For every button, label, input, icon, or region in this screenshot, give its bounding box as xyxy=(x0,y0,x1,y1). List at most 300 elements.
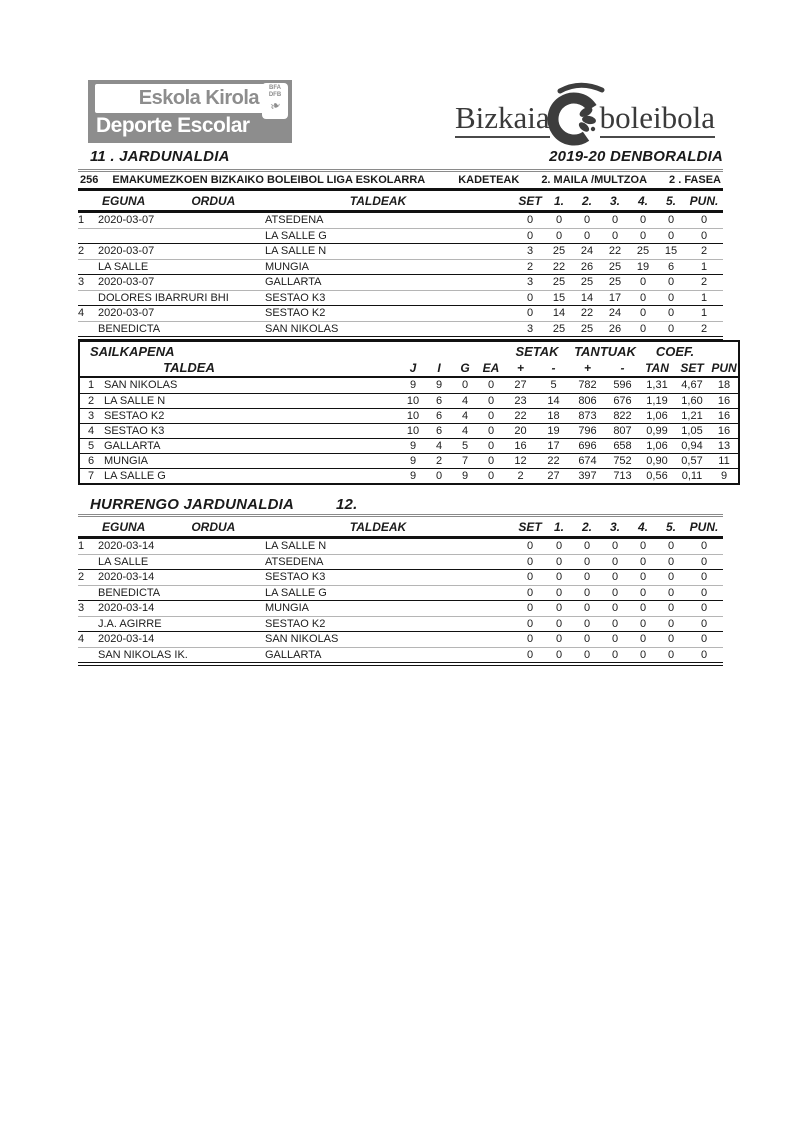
results-section xyxy=(78,169,723,340)
match-number: 1 xyxy=(78,540,85,552)
set-total: 0 xyxy=(526,602,534,614)
lost-count: 4 xyxy=(461,395,469,407)
match-row xyxy=(78,244,723,259)
standings-row xyxy=(80,438,738,453)
points-for-header: + xyxy=(583,361,591,375)
sets-for: 27 xyxy=(514,379,527,391)
won-count: 6 xyxy=(435,425,443,437)
set5-score: 0 xyxy=(667,230,675,242)
team-name: GALLARTA xyxy=(104,440,161,452)
set5-score: 0 xyxy=(667,649,675,661)
set2-score: 0 xyxy=(583,230,591,242)
match-points: 2 xyxy=(700,323,708,335)
league-points: 16 xyxy=(717,410,731,422)
standings-row xyxy=(80,468,738,483)
set-total: 0 xyxy=(526,649,534,661)
match-date: 2020-03-07 xyxy=(98,307,155,319)
set-coef: 1,60 xyxy=(681,395,703,407)
league-points: 16 xyxy=(717,425,731,437)
match-points: 0 xyxy=(700,649,708,661)
set1-score: 0 xyxy=(555,540,563,552)
next-matchday-section xyxy=(78,514,723,666)
set3-score: 26 xyxy=(608,323,622,335)
set3-score: 25 xyxy=(608,261,622,273)
set1-score: 0 xyxy=(555,214,563,226)
date-time-header-group xyxy=(78,194,265,208)
set-total: 3 xyxy=(526,323,534,335)
sets-for: 23 xyxy=(514,395,527,407)
next-matchday-title: HURRENGO JARDUNALDIA xyxy=(90,496,295,513)
eskola-kirola-box xyxy=(95,84,265,113)
match-points: 0 xyxy=(700,618,708,630)
match-number: 1 xyxy=(78,214,85,226)
taldeak-header: TALDEAK xyxy=(349,194,407,208)
match-row xyxy=(78,228,723,243)
set3-score: 22 xyxy=(608,245,622,257)
match-number: 4 xyxy=(78,633,85,645)
eguna-header: EGUNA xyxy=(102,520,146,534)
match-row xyxy=(78,259,723,274)
played-header: J xyxy=(409,361,417,375)
set1-score: 0 xyxy=(555,571,563,583)
set-coef: 0,11 xyxy=(681,470,703,482)
set-total: 0 xyxy=(526,214,534,226)
match-number-spacer xyxy=(78,260,98,274)
bizkaia-boleibola-logo xyxy=(440,84,730,154)
match-venue: BENEDICTA xyxy=(98,323,161,335)
set5-score: 0 xyxy=(667,618,675,630)
match-row xyxy=(78,275,723,290)
league-code: 256 xyxy=(80,174,99,186)
match-number-spacer xyxy=(78,617,98,631)
set-coef: 1,05 xyxy=(681,425,703,437)
set-total: 0 xyxy=(526,571,534,583)
set4-score: 0 xyxy=(639,292,647,304)
tan-coef: 0,99 xyxy=(646,425,668,437)
set3-score: 0 xyxy=(611,571,619,583)
set3-score: 0 xyxy=(611,230,619,242)
date-time-header-group xyxy=(78,520,265,534)
set5-header: 5. xyxy=(665,520,676,534)
set1-score: 0 xyxy=(555,633,563,645)
standings-row xyxy=(80,423,738,438)
set2-score: 0 xyxy=(583,633,591,645)
set5-score: 6 xyxy=(667,261,675,273)
won-count: 0 xyxy=(435,470,443,482)
set-coef: 0,94 xyxy=(681,440,703,452)
tan-coef: 0,90 xyxy=(646,455,668,467)
match-number: 3 xyxy=(78,276,85,288)
set3-score: 0 xyxy=(611,602,619,614)
set2-score: 0 xyxy=(583,587,591,599)
sets-against: 19 xyxy=(547,425,560,437)
match-row xyxy=(78,321,723,336)
set2-score: 0 xyxy=(583,602,591,614)
lost-count: 0 xyxy=(461,379,469,391)
points-against-header: - xyxy=(620,361,625,375)
league-bar xyxy=(78,172,723,188)
match-points: 0 xyxy=(700,633,708,645)
set3-score: 25 xyxy=(608,276,622,288)
match-date: 2020-03-07 xyxy=(98,276,155,288)
titles-row xyxy=(78,148,723,165)
played-count: 9 xyxy=(409,455,417,467)
set4-score: 0 xyxy=(639,214,647,226)
ea-count: 0 xyxy=(487,395,495,407)
played-count: 10 xyxy=(406,425,420,437)
set-total: 0 xyxy=(526,307,534,319)
set-coef: 4,67 xyxy=(681,379,703,391)
set2-score: 25 xyxy=(580,323,594,335)
match-pair xyxy=(78,632,723,662)
home-team-name: SAN NIKOLAS xyxy=(265,633,339,645)
points-against: 822 xyxy=(613,410,632,422)
set1-score: 0 xyxy=(555,618,563,630)
points-for: 397 xyxy=(578,470,597,482)
team-cell xyxy=(80,378,400,393)
match-row xyxy=(78,306,723,321)
home-team-name: LA SALLE N xyxy=(265,540,327,552)
team-cell xyxy=(80,439,400,453)
set4-score: 25 xyxy=(636,245,650,257)
badge-dfb-label: DFB xyxy=(268,92,282,98)
match-row xyxy=(78,539,723,554)
played-count: 9 xyxy=(409,440,417,452)
set4-score: 0 xyxy=(639,587,647,599)
played-count: 10 xyxy=(406,410,420,422)
set-total: 0 xyxy=(526,292,534,304)
match-points: 0 xyxy=(700,571,708,583)
set5-score: 0 xyxy=(667,540,675,552)
match-venue: BENEDICTA xyxy=(98,587,161,599)
sets-against: 17 xyxy=(547,440,560,452)
away-team-name: MUNGIA xyxy=(265,261,309,273)
match-pair xyxy=(78,601,723,632)
team-name: LA SALLE N xyxy=(104,395,166,407)
set-total: 0 xyxy=(526,540,534,552)
match-row xyxy=(78,290,723,305)
set1-score: 0 xyxy=(555,649,563,661)
match-pair xyxy=(78,275,723,306)
match-number-spacer xyxy=(78,229,98,243)
set1-score: 0 xyxy=(555,587,563,599)
standings-row xyxy=(80,453,738,468)
tantuak-group-header: TANTUAK xyxy=(574,344,636,359)
set-coef-header: SET xyxy=(680,361,704,375)
boleibola-label: boleibola xyxy=(600,101,715,138)
away-team-name: SAN NIKOLAS xyxy=(265,323,339,335)
set2-score: 25 xyxy=(580,276,594,288)
set-total: 0 xyxy=(526,230,534,242)
set5-score: 0 xyxy=(667,323,675,335)
set5-score: 15 xyxy=(664,245,678,257)
sets-for-header: + xyxy=(516,361,524,375)
set4-score: 0 xyxy=(639,571,647,583)
set2-score: 0 xyxy=(583,214,591,226)
set5-score: 0 xyxy=(667,602,675,614)
taldea-header: TALDEA xyxy=(163,360,215,375)
lost-count: 5 xyxy=(461,440,469,452)
pun-header: PUN. xyxy=(689,520,719,534)
set1-header: 1. xyxy=(553,520,564,534)
home-team-name: MUNGIA xyxy=(265,602,309,614)
sets-against: 22 xyxy=(547,455,560,467)
tan-coef: 1,06 xyxy=(646,410,668,422)
set5-header: 5. xyxy=(665,194,676,208)
set4-score: 0 xyxy=(639,540,647,552)
match-number-spacer xyxy=(78,586,98,600)
rank-number: 6 xyxy=(88,455,95,467)
set1-score: 22 xyxy=(552,261,566,273)
set5-score: 0 xyxy=(667,556,675,568)
match-row xyxy=(78,585,723,600)
tan-coef: 1,06 xyxy=(646,440,668,452)
team-name: LA SALLE G xyxy=(104,470,166,482)
match-pair xyxy=(78,570,723,601)
sets-against: 18 xyxy=(547,410,560,422)
rank-number: 5 xyxy=(88,440,95,452)
set1-score: 15 xyxy=(552,292,566,304)
away-team-name: GALLARTA xyxy=(265,649,322,661)
set4-score: 0 xyxy=(639,323,647,335)
set3-score: 24 xyxy=(608,307,622,319)
standings-row xyxy=(80,378,738,393)
points-against: 596 xyxy=(613,379,632,391)
points-against: 807 xyxy=(613,425,632,437)
ordua-header: ORDUA xyxy=(191,194,236,208)
rank-number: 4 xyxy=(88,425,95,437)
bfa-dfb-badge xyxy=(262,83,288,119)
team-cell xyxy=(80,424,400,438)
ordua-header: ORDUA xyxy=(191,520,236,534)
team-cell xyxy=(80,409,400,423)
set4-score: 0 xyxy=(639,649,647,661)
set3-header: 3. xyxy=(609,520,620,534)
ea-count: 0 xyxy=(487,410,495,422)
match-row xyxy=(78,616,723,631)
set1-score: 0 xyxy=(555,602,563,614)
match-venue: J.A. AGIRRE xyxy=(98,618,162,630)
ea-count: 0 xyxy=(487,455,495,467)
set-total: 3 xyxy=(526,245,534,257)
set2-score: 0 xyxy=(583,618,591,630)
match-pair xyxy=(78,539,723,570)
points-for: 674 xyxy=(578,455,597,467)
set2-score: 0 xyxy=(583,649,591,661)
home-team-name: ATSEDENA xyxy=(265,214,324,226)
set5-score: 0 xyxy=(667,292,675,304)
league-phase: 2 . FASEA xyxy=(669,174,721,186)
lost-count: 9 xyxy=(461,470,469,482)
set-total: 0 xyxy=(526,556,534,568)
standings-rows xyxy=(80,378,738,483)
won-count: 6 xyxy=(435,395,443,407)
match-venue: DOLORES IBARRURI BHI xyxy=(98,292,229,304)
standings-table xyxy=(78,340,740,485)
match-number: 3 xyxy=(78,602,85,614)
taldeak-header: TALDEAK xyxy=(349,520,407,534)
match-row xyxy=(78,647,723,662)
played-count: 10 xyxy=(406,395,420,407)
match-number: 2 xyxy=(78,571,85,583)
set3-score: 17 xyxy=(608,292,622,304)
ea-count: 0 xyxy=(487,440,495,452)
match-number-spacer xyxy=(78,322,98,336)
won-count: 6 xyxy=(435,410,443,422)
home-team-name: GALLARTA xyxy=(265,276,322,288)
team-name: MUNGIA xyxy=(104,455,148,467)
match-points: 0 xyxy=(700,587,708,599)
season-title: 2019-20 DENBORALDIA xyxy=(549,148,723,165)
match-points: 0 xyxy=(700,540,708,552)
badge-bfa-label: BFA xyxy=(269,85,281,91)
ea-count: 0 xyxy=(487,379,495,391)
set1-score: 25 xyxy=(552,323,566,335)
set-header: SET xyxy=(518,194,542,208)
played-count: 9 xyxy=(409,470,417,482)
points-for: 806 xyxy=(578,395,597,407)
league-points: 13 xyxy=(717,440,731,452)
sets-against: 14 xyxy=(547,395,560,407)
match-row xyxy=(78,570,723,585)
won-count: 9 xyxy=(435,379,443,391)
results-table-header xyxy=(78,191,723,210)
team-cell xyxy=(80,394,400,408)
league-points: 11 xyxy=(718,455,730,467)
set5-score: 0 xyxy=(667,276,675,288)
points-against: 676 xyxy=(613,395,632,407)
tan-coef: 1,31 xyxy=(646,379,668,391)
set1-score: 25 xyxy=(552,276,566,288)
set3-score: 0 xyxy=(611,214,619,226)
deporte-escolar-label: Deporte Escolar xyxy=(96,114,250,137)
match-pair xyxy=(78,306,723,336)
points-header: PUN xyxy=(711,361,737,375)
sets-for: 20 xyxy=(514,425,527,437)
match-date: 2020-03-07 xyxy=(98,245,155,257)
standings-group-header xyxy=(80,342,738,359)
eskola-kirola-label: Eskola Kirola xyxy=(138,87,259,109)
set2-score: 22 xyxy=(580,307,594,319)
set-header: SET xyxy=(518,520,542,534)
set5-score: 0 xyxy=(667,571,675,583)
match-points: 0 xyxy=(700,230,708,242)
match-points: 0 xyxy=(700,602,708,614)
won-count: 4 xyxy=(435,440,443,452)
away-team-name: SESTAO K2 xyxy=(265,618,326,630)
set4-score: 0 xyxy=(639,276,647,288)
standings-row xyxy=(80,393,738,408)
setak-group-header: SETAK xyxy=(515,344,559,359)
match-points: 0 xyxy=(700,556,708,568)
set3-header: 3. xyxy=(609,194,620,208)
league-points: 9 xyxy=(720,470,728,482)
match-date: 2020-03-14 xyxy=(98,571,155,583)
sets-for: 2 xyxy=(517,470,524,482)
next-matchday-title-row xyxy=(90,496,357,513)
lost-count: 7 xyxy=(461,455,469,467)
rank-number: 1 xyxy=(88,379,95,391)
set4-score: 0 xyxy=(639,556,647,568)
set4-score: 0 xyxy=(639,633,647,645)
match-venue: LA SALLE xyxy=(98,556,149,568)
league-points: 18 xyxy=(717,379,731,391)
match-date: 2020-03-14 xyxy=(98,540,155,552)
matchday-title: 11 . JARDUNALDIA xyxy=(90,148,230,165)
set2-score: 0 xyxy=(583,556,591,568)
sets-against: 27 xyxy=(547,470,560,482)
set1-score: 14 xyxy=(552,307,566,319)
match-row xyxy=(78,601,723,616)
next-matchday-number: 12. xyxy=(336,496,358,513)
played-count: 9 xyxy=(409,379,417,391)
match-number: 2 xyxy=(78,245,85,257)
sets-for: 22 xyxy=(514,410,527,422)
league-division: 2. MAILA /MULTZOA xyxy=(541,174,648,186)
match-number-spacer xyxy=(78,291,98,305)
set-total: 3 xyxy=(526,276,534,288)
sets-for: 16 xyxy=(514,440,527,452)
set-total: 0 xyxy=(526,633,534,645)
bizkaia-label: Bizkaia xyxy=(455,101,550,138)
match-date: 2020-03-14 xyxy=(98,602,155,614)
set1-score: 25 xyxy=(552,245,566,257)
match-row xyxy=(78,213,723,228)
next-matchday-rows xyxy=(78,539,723,662)
eskola-kirola-logo xyxy=(88,80,292,143)
league-category: KADETEAK xyxy=(458,174,520,186)
points-against: 658 xyxy=(613,440,632,452)
match-date: 2020-03-14 xyxy=(98,633,155,645)
fern-icon: ❧ xyxy=(267,96,283,115)
set4-score: 0 xyxy=(639,307,647,319)
match-number-spacer xyxy=(78,648,98,662)
set-coef: 0,57 xyxy=(681,455,703,467)
lost-count: 4 xyxy=(461,410,469,422)
match-date: 2020-03-07 xyxy=(98,214,155,226)
match-venue: LA SALLE xyxy=(98,261,149,273)
lost-header: G xyxy=(460,361,470,375)
set3-score: 0 xyxy=(611,556,619,568)
set5-score: 0 xyxy=(667,307,675,319)
set-total: 0 xyxy=(526,618,534,630)
next-table-header xyxy=(78,517,723,536)
set3-score: 0 xyxy=(611,587,619,599)
match-pair xyxy=(78,213,723,244)
standings-column-header xyxy=(80,359,738,376)
set5-score: 0 xyxy=(667,214,675,226)
away-team-name: ATSEDENA xyxy=(265,556,324,568)
set1-score: 0 xyxy=(555,230,563,242)
ea-count: 0 xyxy=(487,425,495,437)
set2-header: 2. xyxy=(581,194,592,208)
set4-header: 4. xyxy=(637,194,648,208)
set-total: 0 xyxy=(526,587,534,599)
standings-title: SAILKAPENA xyxy=(90,344,175,359)
lost-count: 4 xyxy=(461,425,469,437)
set3-score: 0 xyxy=(611,618,619,630)
set-coef: 1,21 xyxy=(681,410,703,422)
ea-header: EA xyxy=(482,361,500,375)
points-against: 713 xyxy=(613,470,632,482)
won-count: 2 xyxy=(435,455,443,467)
set2-score: 26 xyxy=(580,261,594,273)
divider-double-line xyxy=(78,662,723,666)
volleyball-swirl-icon xyxy=(544,82,608,150)
match-points: 2 xyxy=(700,245,708,257)
match-points: 1 xyxy=(700,261,708,273)
match-points: 1 xyxy=(700,307,708,319)
